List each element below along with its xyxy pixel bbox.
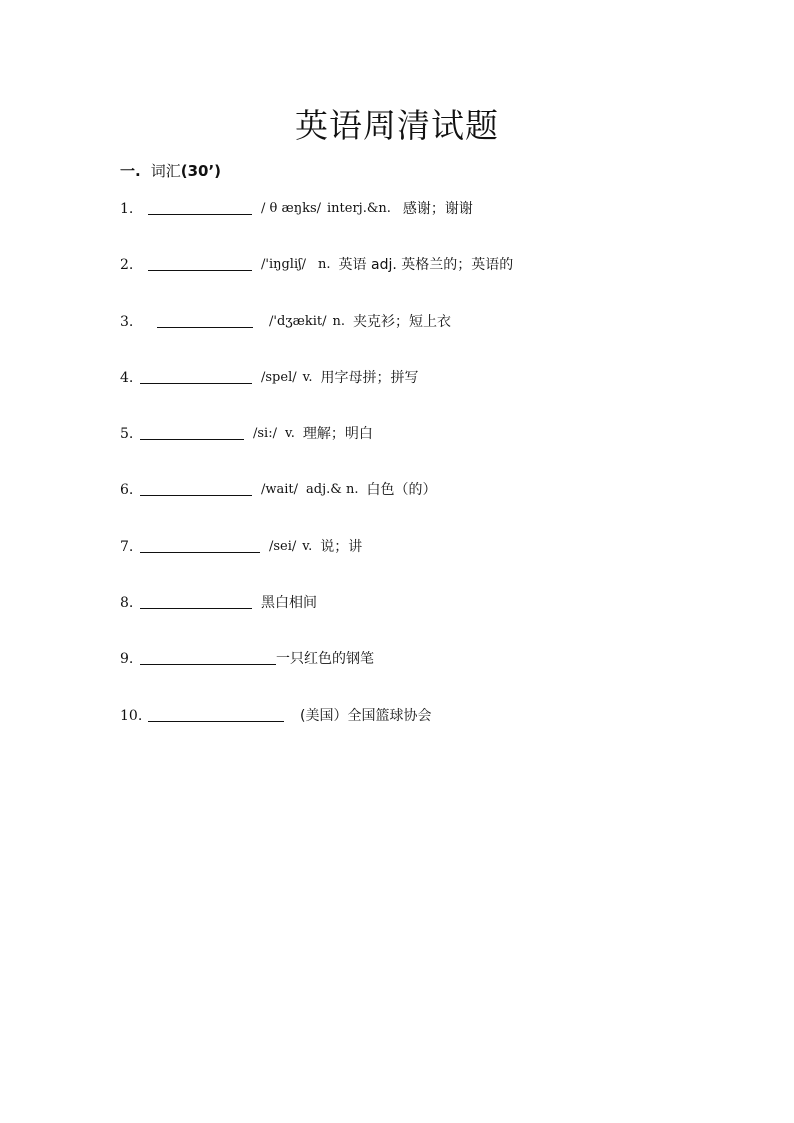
question-meaning: 夹克衫；短上衣	[353, 313, 451, 330]
question-item	[120, 254, 760, 310]
question-meaning: (美国）全国篮球协会	[300, 707, 432, 724]
question-meaning: 感谢；谢谢	[402, 201, 473, 217]
question-number: 3.	[120, 313, 134, 330]
question-item	[120, 648, 760, 704]
section-heading	[120, 160, 221, 182]
question-meaning: 英语 adj. 英格兰的；英语的	[338, 257, 514, 274]
question-number: 2.	[120, 257, 134, 274]
question-item	[120, 592, 760, 648]
question-phonetic: /spel/	[261, 369, 297, 385]
question-phonetic: /'iŋgliʃ/	[261, 257, 307, 273]
answer-blank[interactable]	[148, 705, 284, 722]
question-item	[120, 198, 760, 254]
question-number: 10.	[120, 707, 143, 724]
question-meaning: 说；讲	[320, 538, 363, 555]
vocabulary-question-list	[120, 198, 760, 761]
question-phonetic: /'dʒækit/	[269, 313, 327, 329]
question-item	[120, 423, 760, 479]
question-item	[120, 479, 760, 535]
question-part-of-speech: n.	[318, 257, 331, 273]
question-number: 8.	[120, 595, 134, 612]
section-points: (30’)	[180, 162, 222, 180]
question-meaning: 一只红色的钢笔	[276, 651, 374, 668]
question-item	[120, 536, 760, 592]
answer-blank[interactable]	[148, 254, 252, 271]
question-meaning: 用字母拼；拼写	[320, 369, 419, 386]
answer-blank[interactable]	[148, 198, 252, 215]
question-meaning: 黑白相间	[261, 595, 317, 612]
question-phonetic: /si:/	[253, 426, 277, 442]
question-item	[120, 705, 760, 761]
question-number: 4.	[120, 369, 134, 386]
answer-blank[interactable]	[140, 536, 260, 553]
question-part-of-speech: interj.&n.	[327, 201, 391, 216]
question-number: 9.	[120, 651, 134, 668]
answer-blank[interactable]	[140, 479, 252, 496]
answer-blank[interactable]	[157, 311, 253, 328]
question-item	[120, 311, 760, 367]
question-phonetic: /wait/	[261, 482, 299, 498]
question-meaning: 白色（的）	[366, 482, 437, 499]
section-number: 一.	[120, 162, 141, 180]
answer-blank[interactable]	[140, 423, 244, 440]
question-part-of-speech: n.	[332, 313, 345, 329]
section-label: 词汇	[150, 162, 181, 180]
answer-blank[interactable]	[140, 367, 252, 384]
answer-blank[interactable]	[140, 592, 252, 609]
question-part-of-speech: v.	[284, 426, 295, 442]
page-title: 英语周清试题	[295, 106, 499, 145]
answer-blank[interactable]	[140, 648, 276, 665]
question-part-of-speech: v.	[302, 369, 313, 385]
question-number: 7.	[120, 538, 134, 555]
question-part-of-speech: adj.& n.	[306, 482, 359, 498]
question-meaning: 理解；明白	[302, 426, 373, 443]
question-number: 6.	[120, 482, 134, 499]
question-number: 1.	[120, 201, 134, 217]
question-part-of-speech: v.	[302, 538, 313, 554]
question-number: 5.	[120, 426, 134, 443]
question-item	[120, 367, 760, 423]
question-phonetic: / θ æŋks/	[261, 201, 321, 216]
question-phonetic: /sei/	[269, 538, 297, 554]
